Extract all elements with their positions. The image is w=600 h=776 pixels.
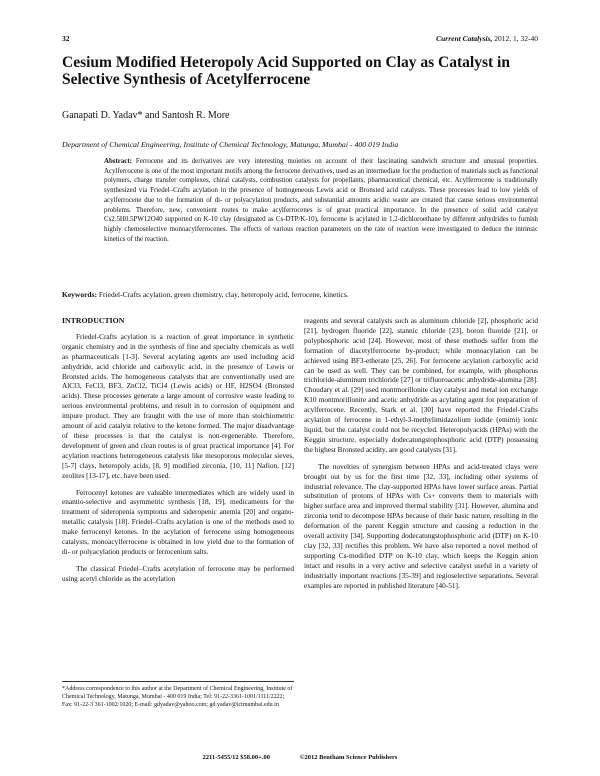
paragraph: Ferrocenyl ketones are valuable intermediates which are widely used in enantio-selective and asymmetric synthesis [18, 19], medicaments for the treatment of sideropenia symptoms and sideropenic anemia [20] and organo-metallic catalysis [18]. Friedel–Crafts acylation is one of the methods used to make ferrocenyl ketones. In the acylation of ferrocene using homogeneous catalysts, monoacylferrocene is obtained in low yield due to the formation of di- or polyacylation products or ferrocenium salts.: [62, 487, 294, 556]
journal-citation: [436, 34, 538, 43]
page-footer: [62, 754, 538, 761]
paragraph: reagents and several catalysts such as aluminum chloride [2], phosphoric acid [21], hydrogen fluoride [22], stannic chloride [23], boron fluoride [21], or polyphosphoric acid [24]. However, most of these methods suffer from the formation of diacetylferrocene by-product; while monoacylation can be achieved using BF3-etherate [25, 26]. For ferrocene acylation carboxylic acid can be used as well. They can be combined, for example, with phosphorus trichloride-aluminum trichloride [27] or trifluoroacetic anhydride-alumina [28]. Choudary et al. [29] used montmorillonite clay catalyst and metal ion exchange K10 montmorillonite and acetic anhydride as acylating agent for preparation of acylferrocene. Recently, Stark et al. [30] have reported the Friedel-Crafts acylation of ferrocene in 1-ethyl-3-methylimidazolium iodide (emimi) ionic liquid, but the catalyst could not be recycled. Heteropolyacids (HPAs) with the Keggin structure, especially dodecatungstophosphoric acid (DTP) possessing the highest Bronsted acidity, are good catalysts [31].: [304, 316, 538, 454]
journal-name: Current Catalysis,: [436, 34, 493, 43]
copyright: ©2012 Bentham Science Publishers: [299, 754, 398, 761]
correspondence-footnote: *Address correspondence to this author at the Department of Chemical Engineering, Institute of Chemical Technology, Matunga, Mumbai - 400 019 India; Tel: 91-22-3361-1001/1111/2222; Fax: 91-22-3 361-1002/1020; E-mail: gdyadav@yahoo.com; gd.yadav@ictmumbai.edu.in: [62, 681, 294, 709]
paragraph: The classical Friedel–Crafts acetylation of ferrocene may be performed using acetyl chloride as the acetylation: [62, 563, 294, 583]
right-column: [304, 316, 538, 597]
affiliation: Department of Chemical Engineering, Institute of Chemical Technology, Matunga, Mumbai - 400 019 India: [62, 140, 399, 149]
keywords: [62, 290, 540, 299]
volume-pages: 2012, 1, 32-40: [492, 34, 538, 43]
abstract-text: Ferrocene and its derivatives are very interesting moieties on account of their fascinating sandwich structure and unusual properties. Acylferrocene is one of the most important motifs among the ferrocene derivatives, used as an intermediate for the production of materials such as functional polymers, charge transfer complexes, chiral catalysts, combustion catalysts for propellants, pharmaceutical chemical, etc. Acylferrocene is traditionally synthesized via Friedel–Crafts acylation in the presence of homogeneous Lewis acid or Bronsted acid catalysts. These processes lead to low yields of acylferrocene due to the formation of di- or polyacylation products, and substantial amounts acidic waste are created that cause serious environmental problems. Therefore, new, convenient routes to make acylferrocenes is of great practical importance. In the presence of solid acid catalyst Cs2.5H0.5PW12O40 supported on K-10 clay (designated as Cs-DTP/K-10), ferrocene is acylated in 1,2-dichloroethane by different anhydrides to furnish highly chemoselective monoacylferrocenes. The effects of various reaction parameters on the rate of reaction were investigated to deduce the intrinsic kinetics of the reaction.: [104, 158, 538, 243]
keywords-label: Keywords:: [62, 290, 97, 299]
page-number: 32: [62, 34, 70, 43]
paragraph: The novelties of synergism between HPAs and acid-treated clays were brought out by us for the first time [32, 33], including other systems of industrial relevance. The clay-supported HPAs have lower surface areas. Partial substitution of protons of HPAs with Cs+ converts them to materials with higher surface area and improved thermal stability [31]. However, alumina and zirconia tend to decompose HPAs because of their basic nature, resulting in the deformation of the parent Keggin structure and causing a reduction in the overall activity [34]. Supporting dodecatungstophosphoric acid (DTP) on K-10 clay [32, 33] rectifies this problem. We have also reported a novel method of supporting Cs-modified DTP on K-10 clay, which keeps the Keggin anion intact and results in a very active and selective catalyst useful in a variety of industrially important reactions [35-39] and regioselective separations. Several examples are reported in published literature [40-51].: [304, 461, 538, 590]
article-title: Cesium Modified Heteropoly Acid Supported on Clay as Catalyst in Selective Synthesis of Acetylferrocene: [62, 54, 510, 88]
abstract: [104, 157, 538, 244]
issn-price: 2211-5455/12 $58.00+.00: [202, 754, 270, 761]
abstract-label: Abstract:: [104, 158, 132, 165]
left-column: [62, 316, 294, 591]
keywords-text: Friedel-Crafts acylation, green chemistry, clay, heteropoly acid, ferrocene, kinetics.: [97, 290, 349, 299]
author-list: Ganapati D. Yadav* and Santosh R. More: [62, 110, 230, 121]
paragraph: Friedel-Crafts acylation is a reaction of great importance in synthetic organic chemistry and in the synthesis of fine and specialty chemicals as well as pharmaceuticals [1-3]. Several acylating agents are used including acid anhydride, acid chloride and carboxylic acid, in the presence of Lewis or Bronsted acids. The homogeneous catalysts that are conventionally used are AlCl3, FeCl3, BF3, ZnCl2, TiCl4 (Lewis acids) or HF, H2SO4 (Bronsted acids). These processes generate a large amount of corrosive waste leading to serious environmental problems, and result in to corrosion of equipment and impure product. They are fraught with the use of more than stoichiometric amount of acid catalyst relative to the ketone formed. The major disadvantage of these processes is that the catalyst is non-regenerable. Therefore, development of green and clean routes is of great practical importance [4]. For acylation reactions heterogeneous catalysts like mesoporous molecular sieves, [5-7] clays, heteropoly acids, [8, 9] modified zirconia, [10, 11] Nafion, [12] zeolites [13-17], etc. have been used.: [62, 331, 294, 480]
section-heading: INTRODUCTION: [62, 316, 125, 325]
